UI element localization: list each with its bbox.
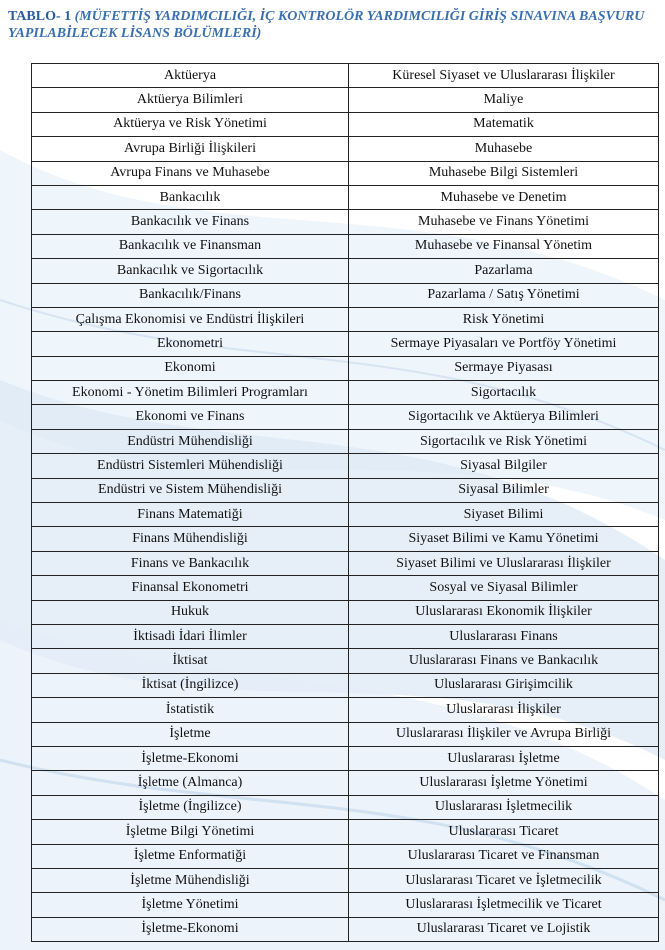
department-cell-left: Hukuk: [32, 600, 349, 624]
table-row: [32, 161, 659, 185]
department-cell-left: İşletme Yönetimi: [32, 893, 349, 917]
department-cell-right: Uluslararası İlişkiler ve Avrupa Birliği: [349, 722, 659, 746]
department-cell-right: Uluslararası Ticaret ve İşletmecilik: [349, 868, 659, 892]
table-row: [32, 503, 659, 527]
department-cell-left: İktisat (İngilizce): [32, 673, 349, 697]
department-cell-left: İşletme Mühendisliği: [32, 868, 349, 892]
department-cell-left: Avrupa Finans ve Muhasebe: [32, 161, 349, 185]
table-row: [32, 624, 659, 648]
department-cell-left: İktisat: [32, 649, 349, 673]
table-row: [32, 893, 659, 917]
department-cell-right: Uluslararası Ticaret ve Lojistik: [349, 917, 659, 941]
department-cell-right: Pazarlama: [349, 259, 659, 283]
department-cell-right: Siyaset Bilimi: [349, 503, 659, 527]
department-cell-left: İstatistik: [32, 698, 349, 722]
license-departments-table: [31, 63, 659, 942]
table-row: [32, 332, 659, 356]
table-row: [32, 88, 659, 112]
department-cell-left: Bankacılık ve Finans: [32, 210, 349, 234]
department-cell-right: Pazarlama / Satış Yönetimi: [349, 283, 659, 307]
department-cell-left: Finans Mühendisliği: [32, 527, 349, 551]
department-cell-right: Siyaset Bilimi ve Uluslararası İlişkiler: [349, 551, 659, 575]
department-cell-right: Uluslararası Ekonomik İlişkiler: [349, 600, 659, 624]
department-cell-right: Maliye: [349, 88, 659, 112]
department-cell-right: Uluslararası Finans: [349, 624, 659, 648]
department-cell-right: Uluslararası İşletme Yönetimi: [349, 771, 659, 795]
department-cell-right: Sermaye Piyasası: [349, 356, 659, 380]
department-cell-left: Ekonomi ve Finans: [32, 405, 349, 429]
caption-text: (MÜFETTİŞ YARDIMCILIĞI, İÇ KONTROLÖR YARDIMCILIĞI GİRİŞ SINAVINA BAŞVURU YAPILABİLECEK LİSANS BÖLÜMLERİ): [8, 9, 645, 41]
department-cell-left: Ekonometri: [32, 332, 349, 356]
table-row: [32, 868, 659, 892]
table-row: [32, 478, 659, 502]
table-row: [32, 698, 659, 722]
department-cell-right: Sigortacılık ve Risk Yönetimi: [349, 429, 659, 453]
table-row: [32, 917, 659, 941]
department-cell-left: Endüstri ve Sistem Mühendisliği: [32, 478, 349, 502]
caption-label: TABLO- 1: [8, 9, 72, 24]
table-row: [32, 185, 659, 209]
table-row: [32, 210, 659, 234]
department-cell-left: Finans ve Bankacılık: [32, 551, 349, 575]
table-row: [32, 405, 659, 429]
department-cell-right: Uluslararası Finans ve Bankacılık: [349, 649, 659, 673]
table-row: [32, 746, 659, 770]
department-cell-left: Finansal Ekonometri: [32, 576, 349, 600]
table-row: [32, 64, 659, 88]
department-cell-right: Siyasal Bilimler: [349, 478, 659, 502]
department-cell-left: İşletme (Almanca): [32, 771, 349, 795]
table-row: [32, 259, 659, 283]
table-row: [32, 771, 659, 795]
table-row: [32, 551, 659, 575]
department-cell-left: Bankacılık: [32, 185, 349, 209]
department-cell-left: Bankacılık/Finans: [32, 283, 349, 307]
department-cell-right: Uluslararası İşletmecilik ve Ticaret: [349, 893, 659, 917]
table-row: [32, 600, 659, 624]
table-row: [32, 844, 659, 868]
table-row: [32, 137, 659, 161]
department-cell-right: Muhasebe Bilgi Sistemleri: [349, 161, 659, 185]
department-cell-left: İşletme Enformatiği: [32, 844, 349, 868]
department-cell-right: Muhasebe ve Finans Yönetimi: [349, 210, 659, 234]
department-cell-left: İktisadi İdari İlimler: [32, 624, 349, 648]
table-row: [32, 576, 659, 600]
department-cell-left: İşletme-Ekonomi: [32, 917, 349, 941]
table-row: [32, 112, 659, 136]
department-cell-right: Uluslararası Girişimcilik: [349, 673, 659, 697]
department-cell-left: İşletme Bilgi Yönetimi: [32, 820, 349, 844]
department-cell-left: Aktüerya: [32, 64, 349, 88]
table-row: [32, 649, 659, 673]
department-cell-right: Sermaye Piyasaları ve Portföy Yönetimi: [349, 332, 659, 356]
department-cell-right: Muhasebe ve Denetim: [349, 185, 659, 209]
department-cell-right: Sigortacılık ve Aktüerya Bilimleri: [349, 405, 659, 429]
department-cell-left: Aktüerya ve Risk Yönetimi: [32, 112, 349, 136]
table-body: [32, 64, 659, 942]
table-row: [32, 722, 659, 746]
department-cell-left: Endüstri Sistemleri Mühendisliği: [32, 454, 349, 478]
department-cell-left: Aktüerya Bilimleri: [32, 88, 349, 112]
department-cell-right: Sigortacılık: [349, 381, 659, 405]
department-cell-right: Küresel Siyaset ve Uluslararası İlişkiler: [349, 64, 659, 88]
table-row: [32, 820, 659, 844]
department-cell-left: İşletme (İngilizce): [32, 795, 349, 819]
department-cell-left: Bankacılık ve Finansman: [32, 234, 349, 258]
department-cell-left: Ekonomi: [32, 356, 349, 380]
table-row: [32, 307, 659, 331]
department-cell-right: Uluslararası Ticaret: [349, 820, 659, 844]
department-cell-right: Uluslararası İlişkiler: [349, 698, 659, 722]
table-row: [32, 795, 659, 819]
department-cell-right: Sosyal ve Siyasal Bilimler: [349, 576, 659, 600]
department-cell-right: Risk Yönetimi: [349, 307, 659, 331]
table-row: [32, 234, 659, 258]
department-cell-right: Uluslararası İşletmecilik: [349, 795, 659, 819]
table-row: [32, 527, 659, 551]
table-row: [32, 381, 659, 405]
department-cell-left: İşletme-Ekonomi: [32, 746, 349, 770]
department-cell-right: Uluslararası Ticaret ve Finansman: [349, 844, 659, 868]
department-cell-right: Muhasebe ve Finansal Yönetim: [349, 234, 659, 258]
department-cell-right: Matematik: [349, 112, 659, 136]
table-row: [32, 356, 659, 380]
table-row: [32, 673, 659, 697]
department-cell-left: Avrupa Birliği İlişkileri: [32, 137, 349, 161]
department-cell-right: Siyaset Bilimi ve Kamu Yönetimi: [349, 527, 659, 551]
department-cell-right: Siyasal Bilgiler: [349, 454, 659, 478]
department-cell-left: İşletme: [32, 722, 349, 746]
department-cell-left: Endüstri Mühendisliği: [32, 429, 349, 453]
table-row: [32, 429, 659, 453]
table-caption: [8, 8, 658, 42]
department-cell-left: Finans Matematiği: [32, 503, 349, 527]
table-row: [32, 454, 659, 478]
table-row: [32, 283, 659, 307]
department-cell-left: Ekonomi - Yönetim Bilimleri Programları: [32, 381, 349, 405]
department-cell-left: Bankacılık ve Sigortacılık: [32, 259, 349, 283]
department-cell-right: Uluslararası İşletme: [349, 746, 659, 770]
department-cell-right: Muhasebe: [349, 137, 659, 161]
department-cell-left: Çalışma Ekonomisi ve Endüstri İlişkileri: [32, 307, 349, 331]
